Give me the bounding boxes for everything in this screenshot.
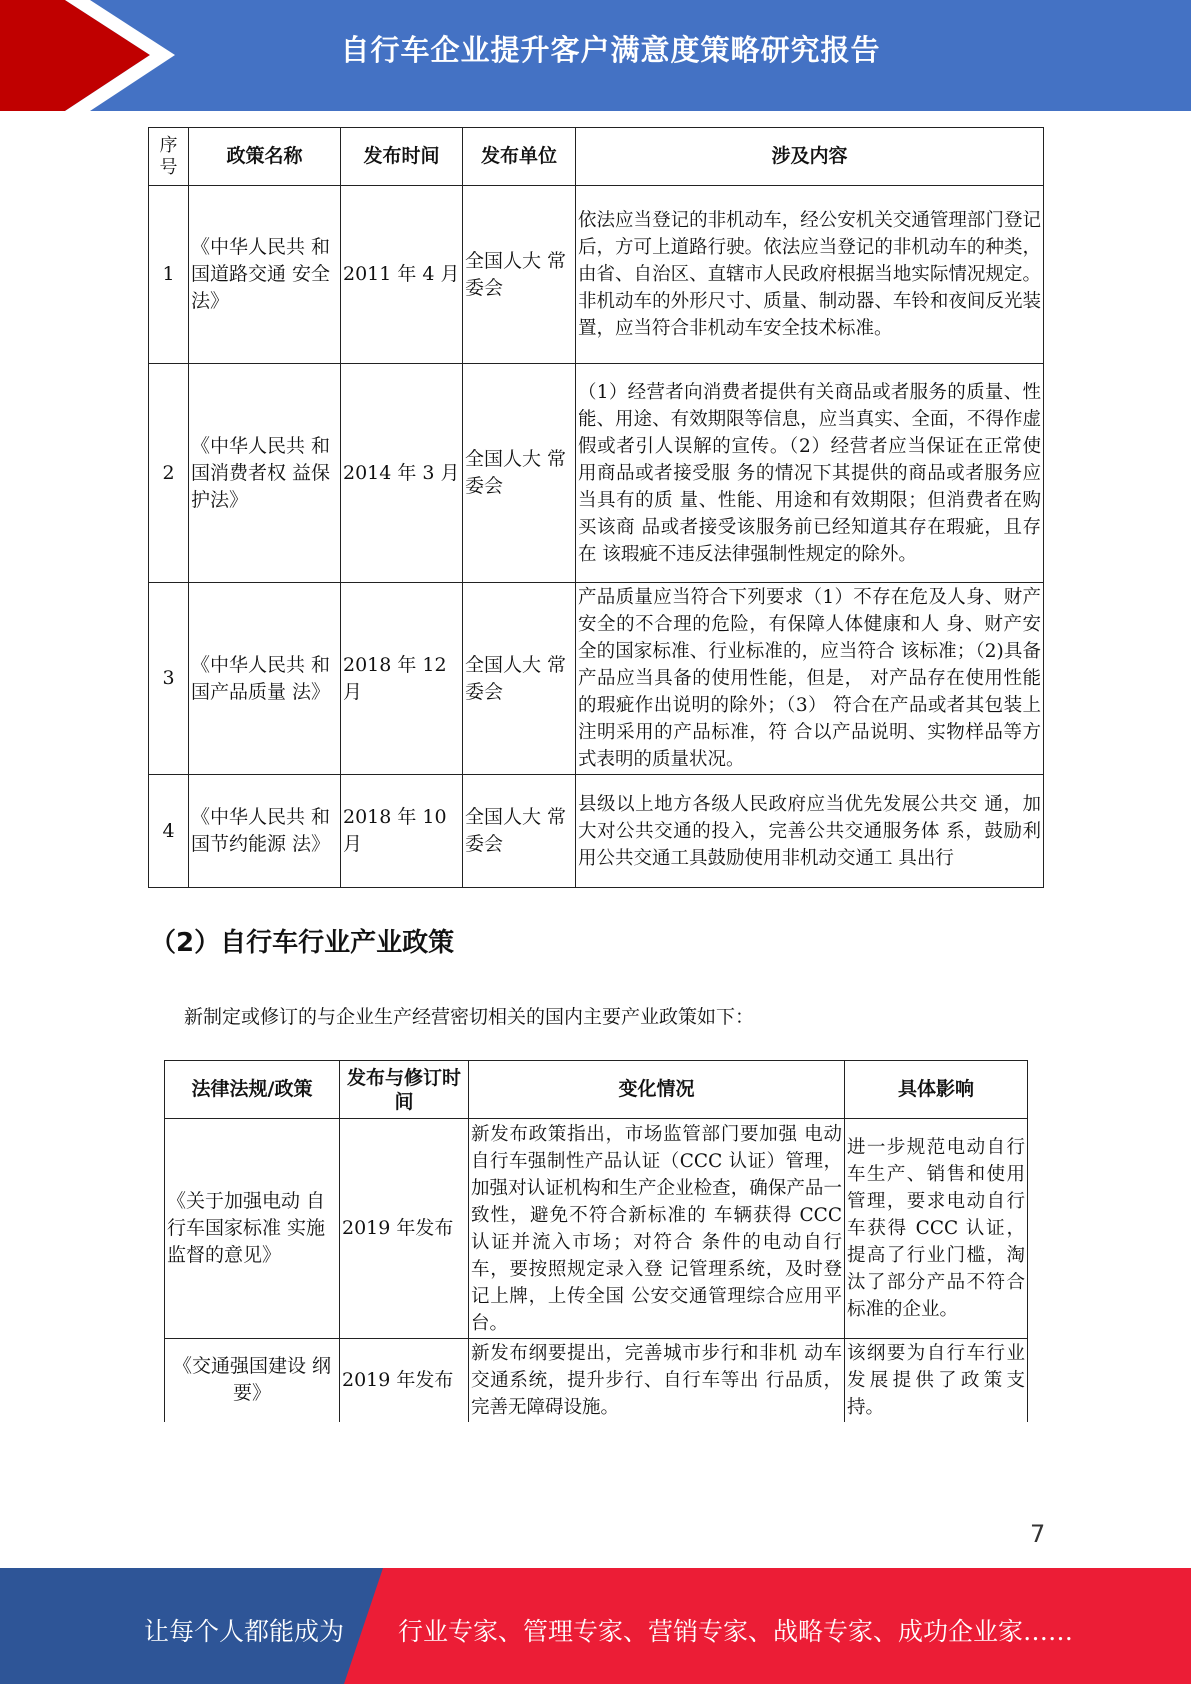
report-title: 自行车企业提升客户满意度策略研究报告 <box>340 33 881 67</box>
page-number: 7 <box>1030 1520 1046 1548</box>
row-revision-date: 2019 年发布 <box>340 1339 469 1422</box>
row-content: 产品质量应当符合下列要求（1）不存在危及人身、财产安全的不合理的危险，有保障人体健康和人 身、财产安全的国家标准、行业标准的，应当符合 该标准；（2)具备产品应当具备的使用性能，但是， 对产品存在使用性能的瑕疵作出说明的除外；（3） 符合在产品或者其包装上注明采用的产品标准，符 合以产品说明、实物样品等方式表明的质量状况。 <box>576 583 1044 775</box>
row-change: 新发布政策指出，市场监管部门要加强 电动自行车强制性产品认证（CCC 认证）管理，加强对认证机构和生产企业检查，确保产品一致性，避免不符合新标准的 车辆获得 CCC 认证并流入市场；对符合 条件的电动自行车，要按照规定录入登 记管理系统，及时登记上牌，上传全国 公安交通管理综合应用平台。 <box>469 1119 845 1339</box>
row-seq: 4 <box>149 775 189 888</box>
row-seq: 2 <box>149 364 189 583</box>
header-policy-name: 政策名称 <box>189 128 341 186</box>
row-issuer: 全国人大 常委会 <box>463 364 576 583</box>
row-content: 县级以上地方各级人民政府应当优先发展公共交 通，加大对公共交通的投入，完善公共交通服务体 系，鼓励利用公共交通工具鼓励使用非机动交通工 具出行 <box>576 775 1044 888</box>
section-heading: （2）自行车行业产业政策 <box>150 928 455 958</box>
row-policy-name: 《中华人民共 和国产品质量 法》 <box>189 583 341 775</box>
footer-slogan-left: 让每个人都能成为 <box>144 1617 345 1646</box>
row-seq: 1 <box>149 186 189 364</box>
header-release-date: 发布时间 <box>341 128 463 186</box>
policy-table-header-row <box>149 128 1044 186</box>
row-policy-name: 《中华人民共 和国消费者权 益保护法》 <box>189 364 341 583</box>
header-revision-date: 发布与修订时间 <box>340 1061 469 1119</box>
header-issuer: 发布单位 <box>463 128 576 186</box>
row-impact: 进一步规范电动自行车生产、销售和使用管理，要求电动自行车获得 CCC 认证，提高了行业门槛，淘汰了部分产品不符合标准的企业。 <box>845 1119 1028 1339</box>
row-revision-date: 2019 年发布 <box>340 1119 469 1339</box>
table-row <box>165 1339 1028 1422</box>
row-release-date: 2014 年 3 月 <box>341 364 463 583</box>
row-change: 新发布纲要提出，完善城市步行和非机 动车交通系统，提升步行、自行车等出 行品质，完善无障碍设施。 <box>469 1339 845 1422</box>
header-change: 变化情况 <box>469 1061 845 1119</box>
policy-table <box>148 127 1044 888</box>
table-row <box>149 775 1044 888</box>
row-regulation-name: 《交通强国建设 纲要》 <box>165 1339 340 1422</box>
footer-banner <box>0 1568 1191 1684</box>
row-seq: 3 <box>149 583 189 775</box>
header-seq: 序号 <box>149 128 189 186</box>
row-impact: 该纲要为自行车行业发展提供了政策支持。 <box>845 1339 1028 1422</box>
table-row <box>165 1119 1028 1339</box>
row-content: 依法应当登记的非机动车，经公安机关交通管理部门登记后，方可上道路行驶。依法应当登记的非机动车的种类，由省、自治区、直辖市人民政府根据当地实际情况规定。非机动车的外形尺寸、质量、制动器、车铃和夜间反光装置，应当符合非机动车安全技术标准。 <box>576 186 1044 364</box>
table-row <box>149 186 1044 364</box>
row-issuer: 全国人大 常委会 <box>463 583 576 775</box>
header-impact: 具体影响 <box>845 1061 1028 1119</box>
header-regulation: 法律法规/政策 <box>165 1061 340 1119</box>
industry-policy-table <box>164 1060 1028 1422</box>
table-row <box>149 583 1044 775</box>
footer-slogan-right: 行业专家、管理专家、营销专家、战略专家、成功企业家…… <box>398 1617 1074 1646</box>
row-regulation-name: 《关于加强电动 自行车国家标准 实施监督的意见》 <box>165 1119 340 1339</box>
row-release-date: 2018 年 12 月 <box>341 583 463 775</box>
row-release-date: 2018 年 10 月 <box>341 775 463 888</box>
row-release-date: 2011 年 4 月 <box>341 186 463 364</box>
row-policy-name: 《中华人民共 和国节约能源 法》 <box>189 775 341 888</box>
header-content: 涉及内容 <box>576 128 1044 186</box>
row-policy-name: 《中华人民共 和国道路交通 安全法》 <box>189 186 341 364</box>
header-banner <box>0 0 1191 111</box>
industry-table-header-row <box>165 1061 1028 1119</box>
row-issuer: 全国人大 常委会 <box>463 186 576 364</box>
row-content: （1）经营者向消费者提供有关商品或者服务的质量、性能、用途、有效期限等信息，应当真实、全面，不得作虚假或者引人误解的宣传。（2）经营者应当保证在正常使用商品或者接受服 务的情况下其提供的商品或者服务应当具有的质 量、性能、用途和有效期限；但消费者在购买该商 品或者接受该服务前已经知道其存在瑕疵，且存在 该瑕疵不违反法律强制性规定的除外。 <box>576 364 1044 583</box>
section-intro: 新制定或修订的与企业生产经营密切相关的国内主要产业政策如下： <box>184 1006 755 1028</box>
table-row <box>149 364 1044 583</box>
row-issuer: 全国人大 常委会 <box>463 775 576 888</box>
